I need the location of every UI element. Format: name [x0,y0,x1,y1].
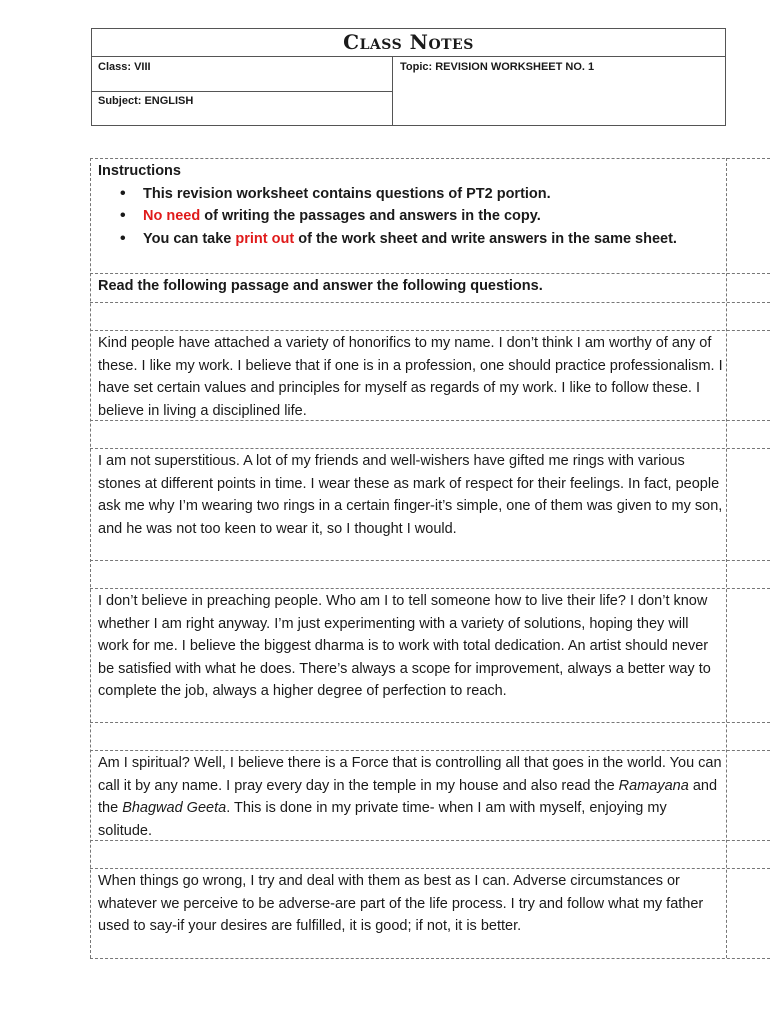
passage-paragraph-1: Kind people have attached a variety of honorifics to my name. I don’t think I am worthy of any of these. I like my work. I believe that if one is in a profession, one should practice professionalism. I have set certain values and principles for myself as regards of my work. I like to follow these. I believe in living a disciplined life. [98,335,723,419]
instruction-highlight: print out [235,230,295,247]
instructions-block [98,160,723,250]
passage-paragraph-2: I am not superstitious. A lot of my friends and well-wishers have gifted me rings with various stones at different points in time. I wear these as mark of respect for their feelings. In fact, people ask me why I’m wearing two rings in a certain finger-it’s simple, one of them was given to my son, and he was not too keen to wear it, so I thought I would. [98,453,723,537]
row-divider [90,330,770,331]
header-divider-horizontal [92,91,392,92]
list-item [98,183,723,206]
instruction-highlight: No need [143,208,201,224]
subject-label: Subject: ENGLISH [98,95,194,107]
passage-paragraph-5: When things go wrong, I try and deal with them as best as I can. Adverse circumstances or whatever we perceive to be adverse-are part of the life process. I try and follow what my father used to say-if your desires are fulfilled, it is good; if not, it is better. [98,873,704,934]
book-title-ramayana: Ramayana [618,777,689,794]
row-divider [90,588,770,589]
book-title-gita: Bhagwad Geeta [122,800,227,816]
table-border-left [90,158,91,958]
paragraph-text: Am I spiritual? Well, I believe there is a Force that is controlling all that goes in the world. You can call it by any name. I pray every day in the temple in my house and also read the [98,755,722,794]
row-divider [90,302,770,303]
row-divider [90,958,770,959]
passage-paragraph-3: I don’t believe in preaching people. Who am I to tell someone how to live their life? I don’t know whether I am right anyway. I’m just experimenting with a variety of solutions, hoping they will work for me. I believe the biggest dharma is to work with total dedication. An artist should never be satisfied with what he does. There’s always a scope for improvement, always a better way to complete the job, always a higher degree of perfection to reach. [98,593,711,699]
instructions-heading: Instructions [98,163,181,179]
header-divider-vertical [392,56,393,126]
paragraph-text: . This is done in my private time- when I am with myself, enjoying my solitude. [98,800,667,839]
list-item [98,205,723,228]
topic-label: Topic: REVISION WORKSHEET NO. 1 [400,61,595,73]
row-divider [90,158,770,159]
read-passage-heading: Read the following passage and answer the following questions. [98,278,543,294]
title-row [92,29,725,57]
instruction-text: You can take [143,230,236,247]
instructions-list [98,183,723,251]
row-divider [90,868,770,869]
header-table [91,28,726,126]
worksheet-table [90,158,770,958]
row-divider [90,722,770,723]
instruction-text: of writing the passages and answers in the copy. [200,208,541,224]
passage-paragraph-4 [98,752,723,842]
page-title: Class Notes [343,30,474,54]
row-divider [90,750,770,751]
instruction-text: This revision worksheet contains questions of PT2 portion. [143,185,551,202]
class-label: Class: VIII [98,61,151,73]
instruction-text: of the work sheet and write answers in the same sheet. [294,230,677,247]
row-divider [90,560,770,561]
list-item [98,228,723,251]
row-divider [90,448,770,449]
paragraph-text: and the [98,777,718,816]
row-divider [90,273,770,274]
table-column-divider [726,158,727,958]
